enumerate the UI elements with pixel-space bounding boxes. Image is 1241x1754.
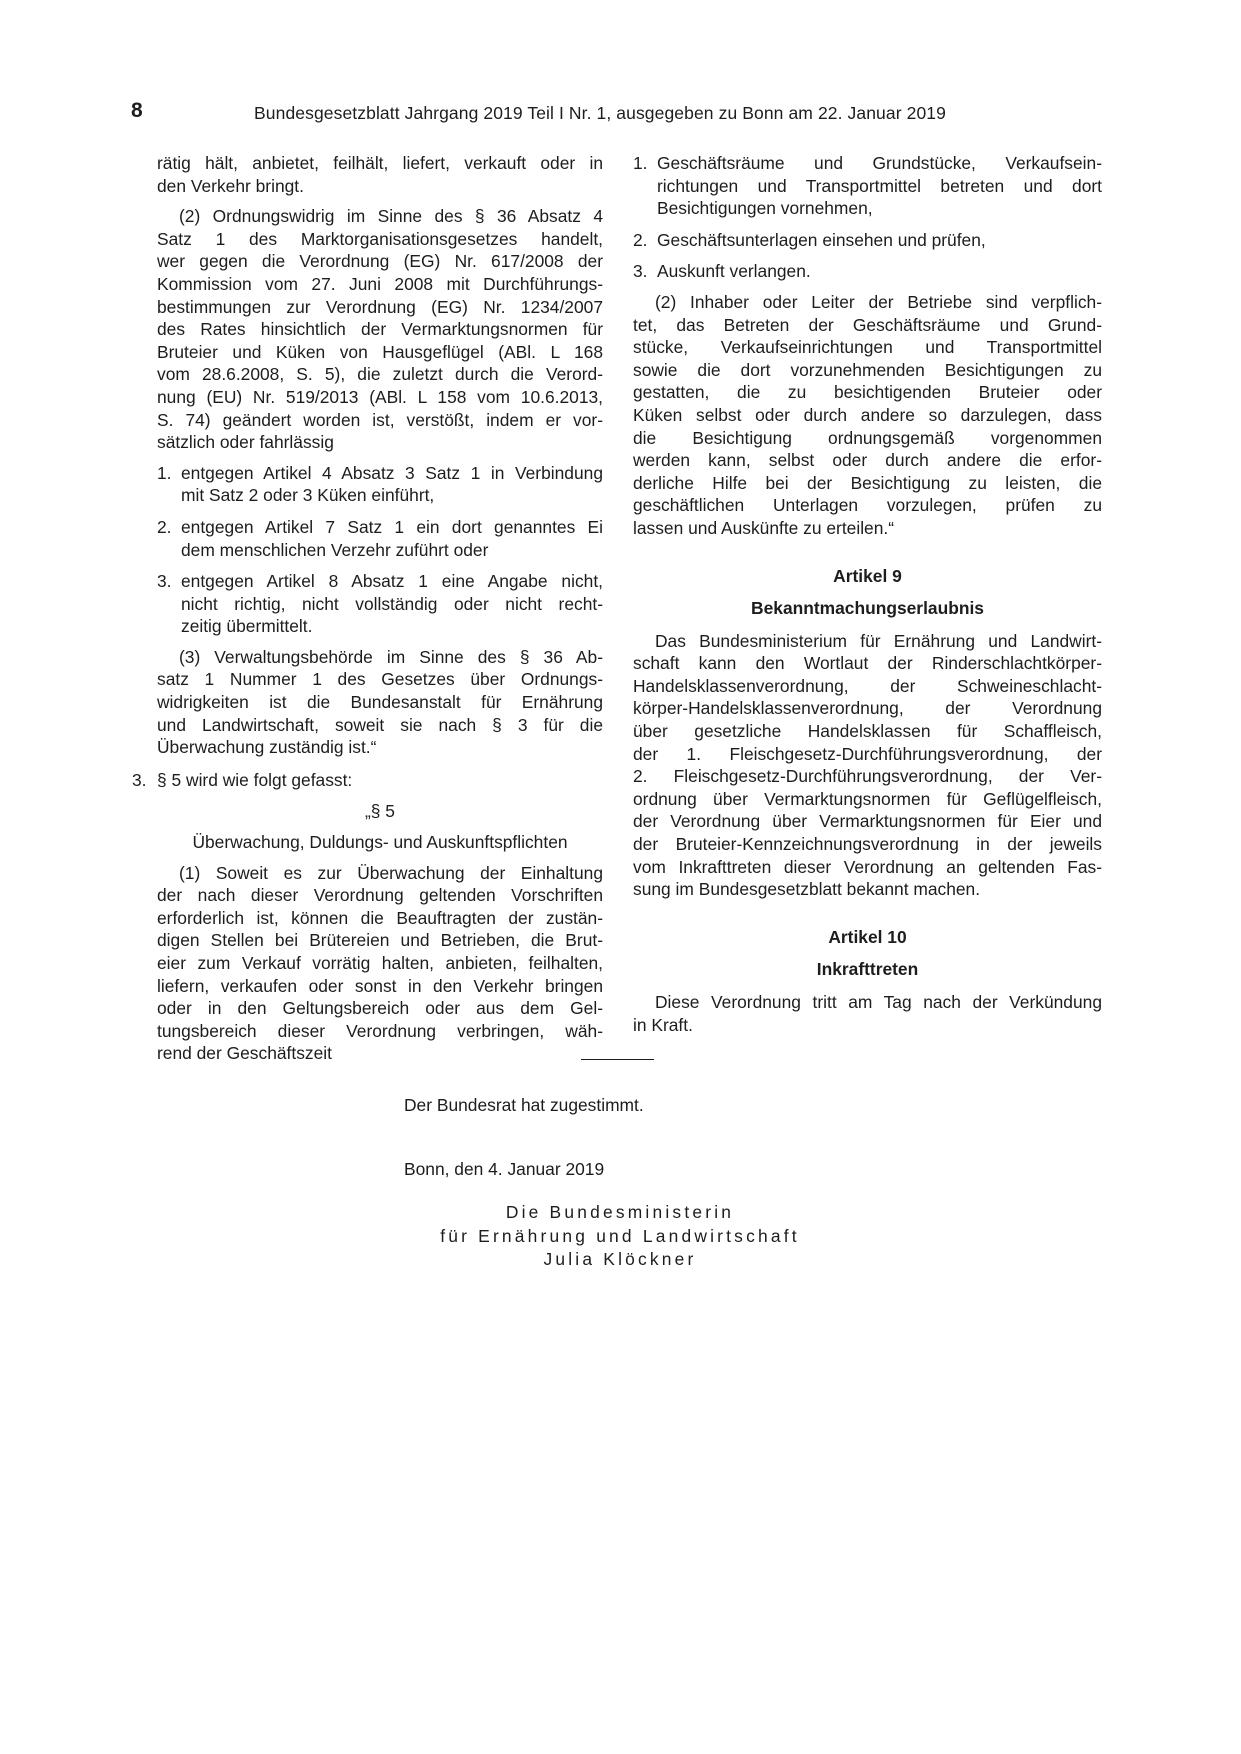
text-line: Küken selbst oder durch andere so darzulegen, dass: [633, 404, 1102, 425]
text-line: geschäftlichen Unterlagen vorzulegen, prüfen zu: [633, 495, 1102, 516]
text-line: sowie die dort vorzunehmenden Besichtigungen zu: [633, 359, 1102, 380]
text-line: tungsbereich dieser Verordnung verbringen, wäh-: [157, 1020, 603, 1041]
list-number: 1.: [633, 153, 648, 173]
list-number: 3.: [633, 261, 648, 282]
text-line: oder in den Geltungsbereich oder aus dem Gel-: [157, 998, 603, 1019]
list-number: 2.: [633, 229, 648, 250]
list-item: [157, 570, 603, 638]
text-line: ordnung über Vermarktungsnormen für Geflügelfleisch,: [633, 788, 1102, 809]
article-10-title: Inkrafttreten: [816, 959, 919, 980]
text-line: lassen und Auskünfte zu erteilen.“: [633, 517, 895, 538]
text-line: den Verkehr bringt.: [157, 175, 304, 196]
text-line: digen Stellen bei Brütereien und Betrieben, die Brut-: [157, 930, 603, 951]
text-line: stücke, Verkaufseinrichtungen und Transportmittel: [633, 337, 1102, 358]
text-line: bestimmungen zur Verordnung (EG) Nr. 1234/2007: [157, 296, 603, 317]
left-column: [132, 152, 603, 1065]
text-line: derliche Hilfe bei der Besichtigung zu leisten, die: [633, 472, 1102, 493]
list-number: 2.: [157, 516, 172, 537]
text-line: entgegen Artikel 4 Absatz 3 Satz 1 in Verbindung: [181, 462, 603, 483]
paragraph-2: [157, 205, 603, 454]
text-line: richtungen und Transportmittel betreten und dort: [657, 175, 1102, 196]
text-line: wer gegen die Verordnung (EG) Nr. 617/2008 der: [157, 251, 603, 272]
text-line: (3) Verwaltungsbehörde im Sinne des § 36 Ab-: [179, 646, 603, 667]
text-line: (2) Inhaber oder Leiter der Betriebe sind verpflich-: [655, 291, 1102, 312]
text-line: (2) Ordnungswidrig im Sinne des § 36 Absatz 4: [179, 206, 603, 227]
text-line: und Landwirtschaft, soweit sie nach § 3 für die: [157, 714, 603, 735]
text-line: entgegen Artikel 8 Absatz 1 eine Angabe nicht,: [181, 571, 603, 592]
running-head: Bundesgesetzblatt Jahrgang 2019 Teil I Nr. 1, ausgegeben zu Bonn am 22. Januar 2019: [254, 103, 946, 123]
text-line: 2. Fleischgesetz-Durchführungsverordnung, der Ver-: [633, 766, 1102, 787]
right-column: [633, 152, 1102, 1036]
section-label: „§ 5: [365, 801, 395, 822]
list-item: [157, 462, 603, 507]
text-line: Das Bundesministerium für Ernährung und Landwirt-: [655, 630, 1102, 651]
text-line: zeitig übermittelt.: [181, 616, 313, 637]
text-line: Handelsklassenverordnung, der Schweineschlacht-: [633, 675, 1102, 696]
paragraph-2: [633, 291, 1102, 540]
text-line: dem menschlichen Verzehr zuführt oder: [181, 539, 489, 560]
place-date: Bonn, den 4. Januar 2019: [404, 1159, 605, 1179]
text-line: Kommission vom 27. Juni 2008 mit Durchführungs-: [157, 273, 603, 294]
text-line: nung (EU) Nr. 519/2013 (ABl. L 158 vom 10.6.2013,: [157, 386, 603, 407]
text-line: körper-Handelsklassenverordnung, der Verordnung: [633, 698, 1102, 719]
article-9-body: [633, 630, 1102, 901]
signatory-title: Die Bundesministerin: [505, 1202, 735, 1222]
paragraph-3: [157, 646, 603, 759]
signatory-ministry: für Ernährung und Landwirtschaft: [440, 1225, 800, 1246]
amendment-item-3: [132, 769, 603, 792]
text-line: sätzlich oder fahrlässig: [157, 432, 334, 453]
text-line: Bruteier und Küken von Hausgeflügel (ABl. L 168: [157, 341, 603, 362]
continuation-paragraph: [157, 152, 603, 197]
text-line: eier zum Verkauf vorrätig halten, anbieten, feilhalten,: [157, 953, 603, 973]
list-item: [633, 152, 1102, 220]
list-text: [181, 462, 603, 507]
list-number: 1.: [157, 462, 172, 483]
text-line: nicht richtig, nicht vollständig oder nicht recht-: [181, 593, 603, 614]
text-line: vom Inkrafttreten dieser Verordnung an geltenden Fas-: [633, 856, 1102, 877]
text-line: des Rates hinsichtlich der Vermarktungsnormen für: [157, 319, 603, 340]
text-line: Diese Verordnung tritt am Tag nach der Verkündung: [655, 992, 1102, 1012]
article-10-label: Artikel 10: [828, 926, 907, 947]
text-line: in Kraft.: [633, 1014, 693, 1035]
text-line: erforderlich ist, können die Beauftragten der zustän-: [157, 907, 603, 928]
text-line: vom 28.6.2008, S. 5), die zuletzt durch die Verord-: [157, 364, 603, 385]
text-line: der Bruteier-Kennzeichnungsverordnung in der jeweils: [633, 834, 1102, 855]
text-line: Geschäftsräume und Grundstücke, Verkaufsein-: [657, 153, 1102, 173]
offence-list: [157, 462, 603, 638]
text-line: rend der Geschäftszeit: [157, 1043, 332, 1064]
text-line: entgegen Artikel 7 Satz 1 ein dort genanntes Ei: [181, 516, 603, 537]
text-line: (1) Soweit es zur Überwachung der Einhaltung: [179, 862, 603, 883]
text-line: gestatten, die zu besichtigenden Bruteier oder: [633, 382, 1102, 403]
text-line: der Verordnung über Vermarktungsnormen für Eier und: [633, 811, 1102, 832]
list-item: [633, 229, 1102, 252]
text-line: über gesetzliche Handelsklassen für Schaffleisch,: [633, 721, 1102, 742]
list-item: [633, 260, 1102, 283]
list-item: [157, 516, 603, 561]
article-9-label: Artikel 9: [833, 565, 902, 586]
article-10-body: [633, 991, 1102, 1036]
text-line: der nach dieser Verordnung geltenden Vorschriften: [157, 885, 603, 906]
page-number: 8: [131, 99, 143, 122]
signature-block: [360, 1201, 880, 1272]
list-text: [657, 152, 1102, 220]
text-line: tet, das Betreten der Geschäftsräume und Grund-: [633, 314, 1102, 335]
separator-rule: [581, 1059, 654, 1060]
bundesrat-consent: Der Bundesrat hat zugestimmt.: [404, 1095, 644, 1115]
list-text: Geschäftsunterlagen einsehen und prüfen,: [657, 229, 986, 250]
list-text: Auskunft verlangen.: [657, 261, 811, 282]
text-line: S. 74) geändert worden ist, verstößt, indem er vor-: [157, 409, 603, 430]
text-line: werden kann, selbst oder durch andere die erfor-: [633, 450, 1102, 471]
text-line: schaft kann den Wortlaut der Rinderschlachtkörper-: [633, 653, 1102, 674]
text-line: der 1. Fleischgesetz-Durchführungsverordnung, der: [633, 743, 1102, 764]
list-number: 3.: [157, 571, 172, 592]
list-text: [181, 570, 603, 638]
section-title: Überwachung, Duldungs- und Auskunftspflichten: [192, 832, 568, 853]
text-line: Überwachung zuständig ist.“: [157, 737, 377, 758]
text-line: sung im Bundesgesetzblatt bekannt machen.: [633, 879, 981, 900]
list-text: § 5 wird wie folgt gefasst:: [157, 769, 353, 790]
section-5-paragraph-1: [157, 862, 603, 1065]
list-text: [181, 516, 603, 561]
text-line: liefern, verkaufen oder sonst in den Verkehr bringen: [157, 975, 603, 996]
text-line: Satz 1 des Marktorganisationsgesetzes handelt,: [157, 228, 603, 249]
signatory-name: Julia Klöckner: [543, 1249, 697, 1269]
text-line: satz 1 Nummer 1 des Gesetzes über Ordnungs-: [157, 669, 603, 690]
article-9-title: Bekanntmachungserlaubnis: [751, 598, 984, 619]
text-line: rätig hält, anbietet, feilhält, liefert, verkauft oder in: [157, 153, 603, 173]
text-line: Besichtigungen vornehmen,: [657, 198, 873, 219]
text-line: mit Satz 2 oder 3 Küken einführt,: [181, 485, 435, 506]
powers-list: [633, 152, 1102, 283]
text-line: die Besichtigung ordnungsgemäß vorgenommen: [633, 427, 1102, 448]
list-number: 3.: [132, 769, 147, 790]
text-line: widrigkeiten ist die Bundesanstalt für Ernährung: [157, 692, 603, 713]
